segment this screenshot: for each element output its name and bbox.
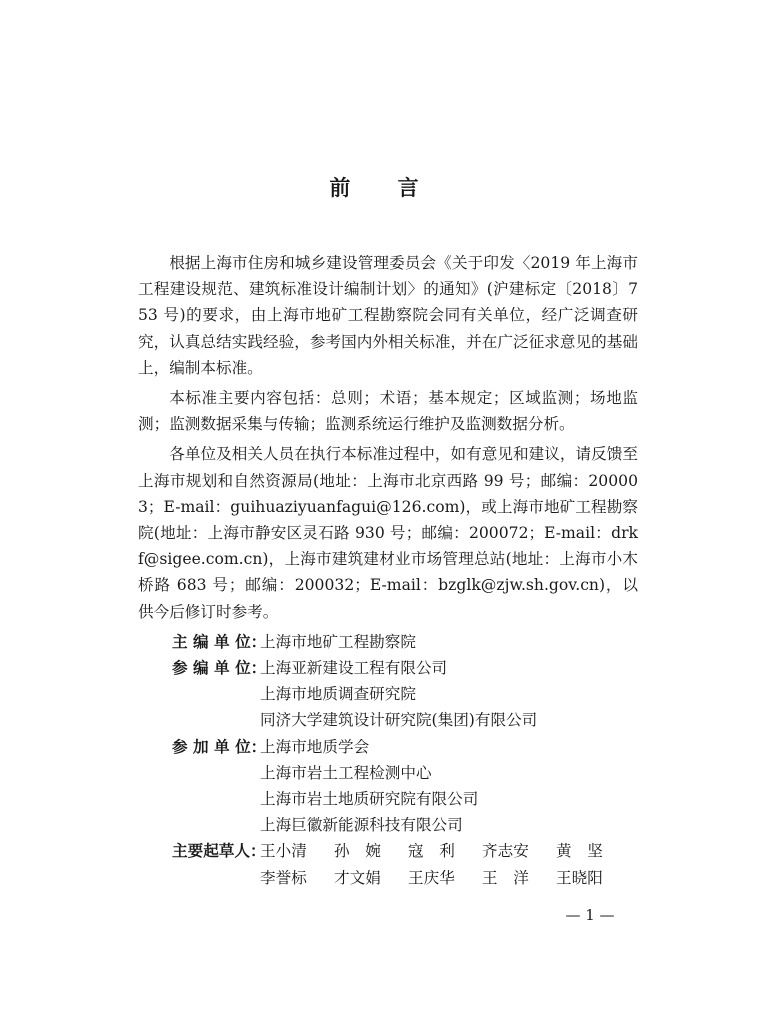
participating-units	[138, 655, 638, 734]
document-body	[138, 250, 638, 891]
credits-section	[138, 629, 638, 891]
drafter-name: 寇 利	[408, 842, 455, 861]
credit-values	[260, 655, 638, 734]
credit-label: 参 编 单 位：	[172, 659, 267, 678]
drafter-names	[260, 838, 638, 890]
organization-name: 上海市岩土工程检测中心	[260, 763, 432, 782]
paragraph-1: 根据上海市住房和城乡建设管理委员会《关于印发〈2019 年上海市工程建设规范、建筑标准设计编制计划〉的通知》(沪建标定〔2018〕753 号)的要求，由上海市地矿工程勘察院会同有关单位，经广泛调查研究，认真总结实践经验，参考国内外相关标准，并在广泛征求意见的基础上，编制本标准。	[138, 254, 638, 377]
paragraph-3: 各单位及相关人员在执行本标准过程中，如有意见和建议，请反馈至上海市规划和自然资源局(地址：上海市北京西路 99 号；邮编：200003；E-mail：guihuaziyuanfagui@126.com)，或上海市地矿工程勘察院(地址：上海市静安区灵石路 930 号；邮编：200072；E-mail：drkf@sigee.com.cn)，上海市建筑建材业市场管理总站(地址：上海市小木桥路 683 号；邮编：200032；E-mail：bzglk@zjw.sh.gov.cn)，以供今后修订时参考。	[138, 445, 638, 621]
paragraph-2: 本标准主要内容包括：总则；术语；基本规定；区域监测；场地监测；监测数据采集与传输；监测系统运行维护及监测数据分析。	[138, 389, 638, 434]
drafter-name: 李誉标	[260, 868, 307, 887]
organization-name: 上海市地质学会	[260, 737, 370, 756]
drafter-name: 才文娟	[334, 868, 381, 887]
drafter-name: 王晓阳	[556, 868, 603, 887]
drafter-name: 孙 婉	[334, 842, 381, 861]
credit-label: 主要起草人：	[172, 842, 266, 861]
organization-name: 上海市岩土地质研究院有限公司	[260, 790, 479, 809]
drafter-name: 王 洋	[482, 868, 529, 887]
drafter-name: 王庆华	[408, 868, 455, 887]
page-number: — 1 —	[565, 906, 615, 924]
credit-values	[260, 734, 638, 839]
organization-name: 上海巨徽新能源科技有限公司	[260, 816, 463, 835]
drafter-name: 王小清	[260, 842, 307, 861]
page-title: 前 言	[329, 176, 439, 200]
joined-units	[138, 734, 638, 839]
drafter-name: 黄 坚	[556, 842, 603, 861]
credit-values	[260, 629, 638, 655]
organization-name: 上海市地质调查研究院	[260, 685, 416, 704]
organization-name: 同济大学建筑设计研究院(集团)有限公司	[260, 711, 538, 730]
organization-name: 上海市地矿工程勘察院	[260, 632, 416, 651]
main-drafters	[138, 838, 638, 890]
credit-label: 参 加 单 位：	[172, 737, 267, 756]
credit-label: 主 编 单 位：	[172, 632, 267, 651]
organization-name: 上海亚新建设工程有限公司	[260, 659, 448, 678]
drafter-name: 齐志安	[482, 842, 529, 861]
chief-editor-unit	[138, 629, 638, 655]
